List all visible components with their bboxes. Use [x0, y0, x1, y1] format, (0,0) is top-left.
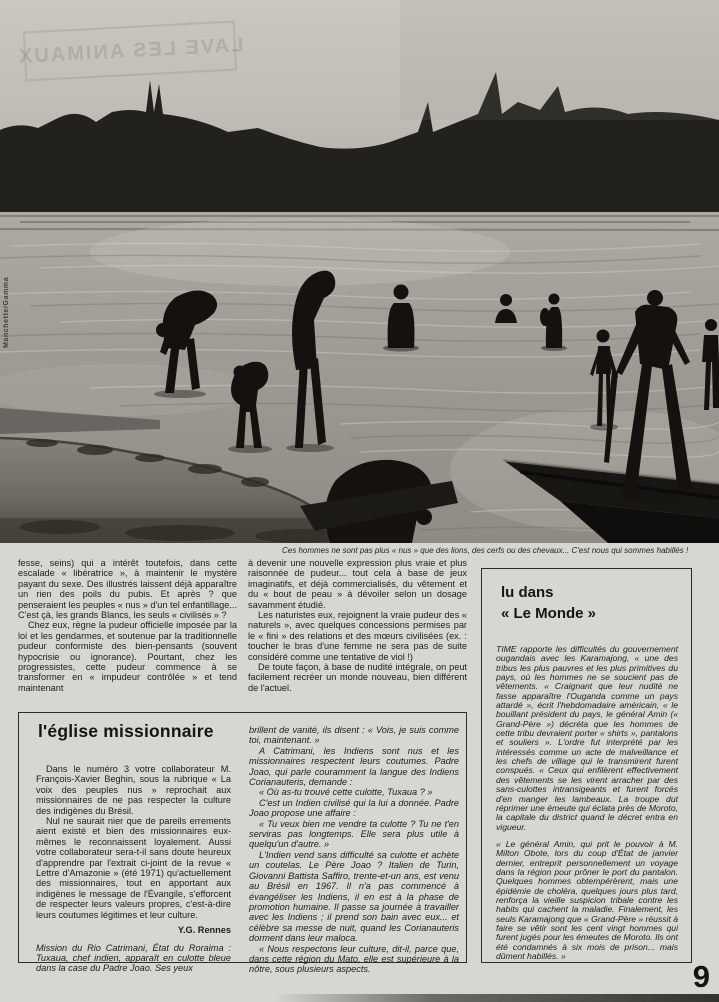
paragraph: L'Indien vend sans difficulté sa culotte et achète un coutelas. Le Père Joao ? Italien de Turin, Giovanni Battista Saffiro, trente-et-un ans, est venu au Brésil en 1967. Il n'a pas commencé à évangéliser les Indiens, il en est à la phase de promotion humaine. Il passe sa journée à travailler avec les Indiens ; il prend son bain avec eux... et célèbre sa messe de nuit, quand les Corianauteris dorment dans leur maloca.: [249, 849, 459, 944]
article-column-1: [18, 558, 237, 693]
photo-caption: Ces hommes ne sont pas plus « nus » que des lions, des cerfs ou des chevaux... C'est nous qui sommes habillés !: [282, 546, 689, 555]
mission-note: Mission du Rio Catrimani, État du Roraima : Tuxaua, chef indien, apparaît en culotte bleue dans la case du Padre Joao. Ses yeux: [36, 942, 231, 974]
article-column-2: [248, 558, 467, 693]
paragraph: fesse, seins) qui a intérêt toutefois, dans cette escalade « libératrice », à maintenir le mystère payant du sexe. Des illustrés laissent déjà apparaître un rien des poils du pubis. Et après ? que penseraient les peuples « nus » d'un tel enfantillage... C'est çà, les grands Blancs, les seuls « civilisés » ?: [18, 558, 237, 621]
paragraph: C'est un Indien civilisé qui la lui a donnée. Padre Joao propose une affaire :: [249, 797, 459, 819]
ghost-text: LAVE LES ANIMAUX: [16, 33, 244, 68]
paragraph: « Nous respectons leur culture, dit-il, parce que, dans cette région du Mato, elle est supérieure à la nôtre, sous plusieurs aspects.: [249, 943, 459, 975]
signature: Y.G. Rennes: [177, 925, 231, 936]
mission-article-box: [18, 712, 467, 975]
page-edge-shadow: [0, 994, 719, 1002]
page-number: 9: [692, 959, 710, 994]
le-monde-sidebar: [481, 568, 692, 963]
paragraph: Dans le numéro 3 votre collaborateur M. François-Xavier Beghin, sous la rubrique « La voix des peuples nus » reprochait aux missionnaires de ne pas respecter la culture des indigènes du Brésil.: [36, 764, 231, 816]
paragraph: « Le général Amin, qui prit le pouvoir à M. Milton Obote, lors du coup d'État de janvier dernier, entreprit personnellement un voyage dans la région pour prôner le port du pantalon. Quelques hommes obtempérèrent, mais une épidémie de choléra, quelques jours plus tard, renforça la vieille suspicion tribale contre les habits qui cachent la maladie. Finalement, les seuls Karamajong que « Grand-Père » réussit à faire se vêtir sont les cent vingt hommes qui furent jugés pour les émeutes de Moroto. Ils ont été condamnés à six mois de prison... mais dûment habillés. »: [496, 838, 679, 961]
paragraph: Les naturistes eux, rejoignent la vraie pudeur des « naturels », avec quelques concessions permises par le « fini » des relations et des mœurs civilisées (ex. : toucher le bras d'une femme ne sera pas de suite considéré comme une tentative de viol !): [248, 610, 467, 662]
paragraph: « Où as-tu trouvé cette culotte, Tuxaua ? »: [259, 787, 433, 798]
mission-box-title: l'église missionnaire: [38, 721, 214, 741]
paragraph: Nul ne saurait nier que de pareils errements aient existé et bien des missionnaires eux-mêmes le reconnaissent loyalement. Aussi votre collaborateur sera-t-il sans doute heureux d'apprendre par l'extrait ci-joint de la revue « Lettre d'Amazonie » (été 1971) qu'actuellement des missionnaires, tout en apportant aux indigènes le message de l'Évangile, s'efforcent de respecter leurs valeurs propres, c'est-à-dire leurs coutumes légitimes et leur culture.: [36, 816, 231, 920]
paragraph: De toute façon, à base de nudité intégrale, on peut facilement recréer un monde nouveau, bien différent de l'actuel.: [248, 662, 467, 693]
photo-credit: Manchette/Gamma: [3, 276, 10, 348]
paragraph: brillent de vanité, ils disent : « Vois, je suis comme toi, maintenant. »: [249, 725, 459, 746]
mission-box-left-column: [36, 764, 231, 974]
sidebar-title-line1: lu dans: [501, 584, 554, 601]
paragraph: A Catrimani, les Indiens sont nus et les missionnaires respectent leurs coutumes. Padre Joao, qui parle couramment la langue des Indiens Corianauteris, demande :: [249, 745, 459, 788]
mission-box-right-column: [249, 725, 459, 975]
paragraph: à devenir une nouvelle expression plus vraie et plus raisonnée de pudeur... tout cela à base de jeux imaginatifs, et déjà commercialisés, du vêtement et du « bout de peau » à dévoiler selon un dosage savamment étudié.: [248, 558, 467, 610]
paragraph: Chez eux, règne la pudeur officielle imposée par la loi et les gendarmes, et soutenue par la traditionnelle pudeur conformiste des bien-pensants (souvent hypocrisie ou ignorance). Pourtant, chez les progressistes, cette pudeur commence à se transformer en « impudeur contrôlée » et tend maintenant: [18, 620, 237, 693]
paragraph: TIME rapporte les difficultés du gouvernement ougandais avec les Karamajong, « une des tribus les plus pauvres et les plus primitives du pays, où les hommes ne se soucient pas de vêtements. « Craignant que leur nudité ne fasse apparaître l'Ouganda comme un pays attardé », écrit l'hebdomadaire américain, « le bouillant président du pays, le général Amin (« Grand-Père ») décréta que les hommes de cette tribu devraient porter « shirts », pantalons et souliers ». L'ordre fut interprété par les intéressés comme un acte de malveillance et les chefs de village qui le transmirent furent conspués. « Ceux qui enfilèrent effectivement des vêtements se les virent arracher par des sans-culottes intransigeants et furent forcés d'en manger les lambeaux. La troupe dut réprimer une émeute qui éclata près de Moroto, la capitale du district quand le décret entra en vigueur.: [496, 644, 678, 832]
sidebar-body: [496, 645, 678, 961]
paragraph: « Tu veux bien me vendre ta culotte ? Tu ne t'en serviras pas longtemps. Elle sera plus utile à quelqu'un d'autre. »: [249, 818, 459, 850]
sidebar-title-line2: « Le Monde »: [501, 605, 597, 622]
sidebar-title: [501, 582, 596, 624]
